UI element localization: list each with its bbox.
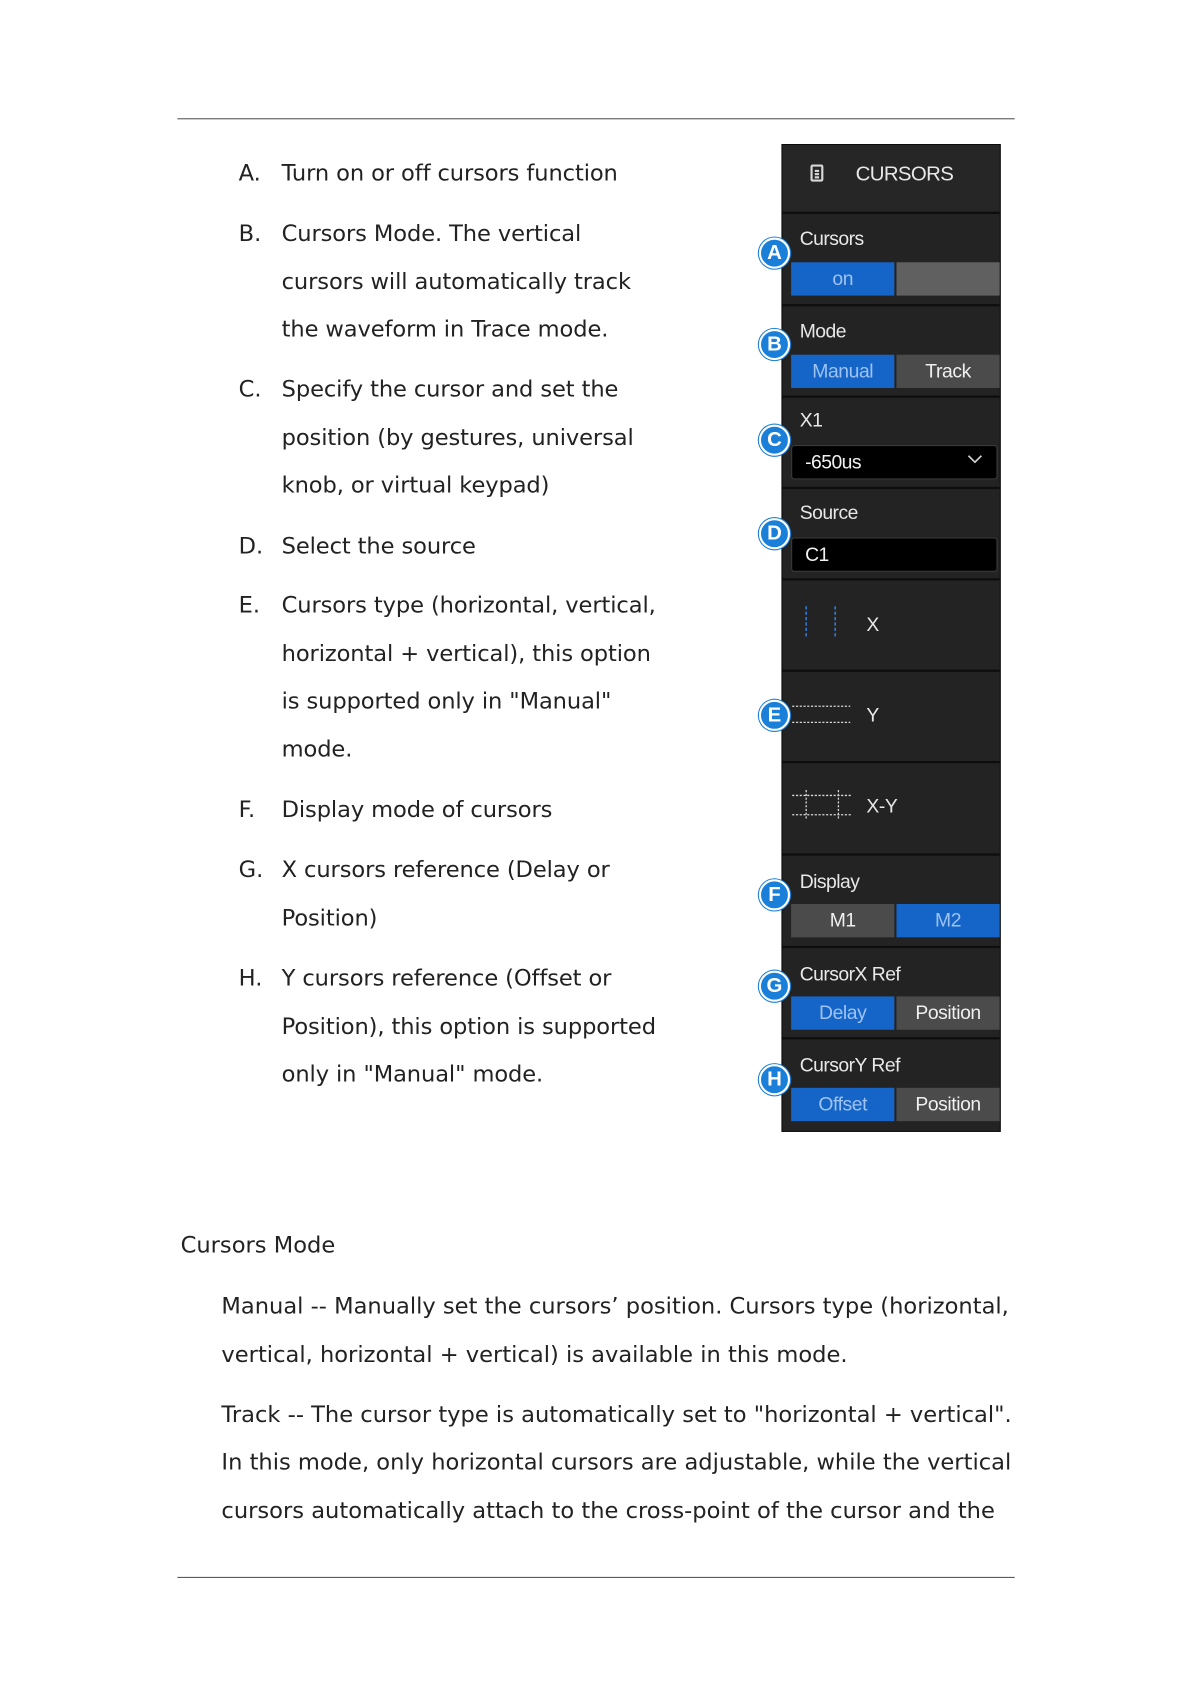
type-xy-option[interactable] xyxy=(783,761,1000,853)
display-m1-option[interactable]: M1 xyxy=(791,904,894,937)
list-item-text: Display mode of cursors xyxy=(281,796,553,823)
cursors-off-option[interactable] xyxy=(896,262,999,295)
cursorx-delay-option[interactable]: Delay xyxy=(791,996,894,1029)
list-item-text: Cursors Mode. The vertical xyxy=(281,220,582,247)
source-field[interactable] xyxy=(791,537,997,571)
display-toggle[interactable] xyxy=(791,904,1000,937)
list-item-text: only in "Manual" mode. xyxy=(281,1061,544,1087)
cursory-position-option[interactable]: Position xyxy=(896,1088,999,1121)
type-x-label: X xyxy=(866,613,879,636)
list-item-text: X cursors reference (Delay or xyxy=(281,856,610,883)
paragraph-line: Track -- The cursor type is automatically set to "horizontal + vertical". xyxy=(221,1401,1012,1428)
top-rule xyxy=(177,118,1014,119)
display-label: Display xyxy=(799,870,860,893)
paragraph-line: vertical, horizontal + vertical) is available in this mode. xyxy=(221,1341,848,1368)
cursory-ref-label: CursorY Ref xyxy=(799,1054,900,1076)
badge-c: C xyxy=(759,425,790,456)
badge-g: G xyxy=(759,971,790,1002)
mode-section xyxy=(783,304,1000,395)
cursory-offset-option[interactable]: Offset xyxy=(791,1088,894,1121)
list-item-letter: D. xyxy=(238,533,264,559)
x1-section xyxy=(783,396,1000,487)
cursors-section xyxy=(783,212,1000,304)
display-section xyxy=(783,853,1000,945)
x1-label: X1 xyxy=(799,409,823,432)
list-item-text: Specify the cursor and set the xyxy=(281,376,619,403)
list-item-text: is supported only in "Manual" xyxy=(281,688,612,714)
x-cursor-icon xyxy=(802,604,841,641)
list-item-text: knob, or virtual keypad) xyxy=(281,472,550,498)
mode-toggle[interactable] xyxy=(791,355,1000,388)
list-item-text: cursors will automatically track xyxy=(281,268,631,295)
cursorx-ref-toggle[interactable] xyxy=(791,996,1000,1029)
type-x-option[interactable] xyxy=(783,578,1000,669)
list-item-letter: E. xyxy=(238,592,261,619)
badge-b: B xyxy=(759,329,790,360)
cursory-ref-section xyxy=(783,1037,1000,1131)
display-m2-option[interactable]: M2 xyxy=(896,904,999,937)
badge-f: F xyxy=(759,879,790,910)
list-item-letter: G. xyxy=(238,856,264,883)
chevron-down-icon xyxy=(966,450,983,467)
list-item-letter: F. xyxy=(238,796,256,823)
source-label: Source xyxy=(799,501,858,524)
list-item-text: horizontal + vertical), this option xyxy=(281,640,651,667)
list-item-letter: C. xyxy=(238,376,262,403)
cursorx-ref-label: CursorX Ref xyxy=(799,963,901,985)
bottom-rule xyxy=(177,1577,1014,1578)
type-y-option[interactable] xyxy=(783,670,1000,761)
list-item-letter: B. xyxy=(238,220,262,247)
xy-cursor-icon xyxy=(791,789,853,821)
mode-track-option[interactable]: Track xyxy=(896,355,999,388)
list-item-text: Position) xyxy=(281,904,378,931)
panel-title: CURSORS xyxy=(855,163,954,186)
source-section xyxy=(783,487,1000,578)
y-cursor-icon xyxy=(791,702,851,728)
clipboard-icon xyxy=(810,164,823,181)
x1-value: -650us xyxy=(805,451,862,473)
panel-header xyxy=(783,145,1000,212)
list-item-text: Y cursors reference (Offset or xyxy=(281,965,612,992)
list-item-text: Cursors type (horizontal, vertical, xyxy=(281,592,656,619)
mode-manual-option[interactable]: Manual xyxy=(791,355,894,388)
list-item-text: position (by gestures, universal xyxy=(281,424,634,450)
list-item-text: Position), this option is supported xyxy=(281,1013,656,1039)
list-item-letter: H. xyxy=(238,965,263,992)
source-value: C1 xyxy=(805,543,829,566)
list-item-text: Select the source xyxy=(281,533,476,559)
paragraph-line: cursors automatically attach to the cross-point of the cursor and the xyxy=(221,1497,995,1524)
cursors-toggle[interactable] xyxy=(791,262,1000,295)
paragraph-line: Manual -- Manually set the cursors’ position. Cursors type (horizontal, xyxy=(221,1293,1009,1319)
type-y-label: Y xyxy=(866,704,879,726)
list-item-text: Turn on or off cursors function xyxy=(281,160,618,186)
paragraph-line: In this mode, only horizontal cursors are adjustable, while the vertical xyxy=(221,1448,1012,1475)
cursorx-ref-section xyxy=(783,946,1000,1037)
cursorx-position-option[interactable]: Position xyxy=(896,996,999,1029)
cursors-label: Cursors xyxy=(799,227,864,250)
list-item-text: the waveform in Trace mode. xyxy=(281,316,609,343)
section-heading: Cursors Mode xyxy=(180,1231,336,1258)
type-xy-label: X-Y xyxy=(866,795,898,817)
badge-e: E xyxy=(759,700,790,731)
list-item-letter: A. xyxy=(238,160,261,186)
mode-label: Mode xyxy=(799,320,846,342)
list-item-text: mode. xyxy=(281,736,353,762)
badge-h: H xyxy=(759,1064,790,1095)
cursory-ref-toggle[interactable] xyxy=(791,1088,1000,1121)
x1-dropdown[interactable] xyxy=(791,445,997,479)
cursors-on-option[interactable]: on xyxy=(791,262,894,295)
badge-a: A xyxy=(759,238,790,269)
badge-d: D xyxy=(759,518,790,549)
cursors-panel xyxy=(781,144,1000,1132)
